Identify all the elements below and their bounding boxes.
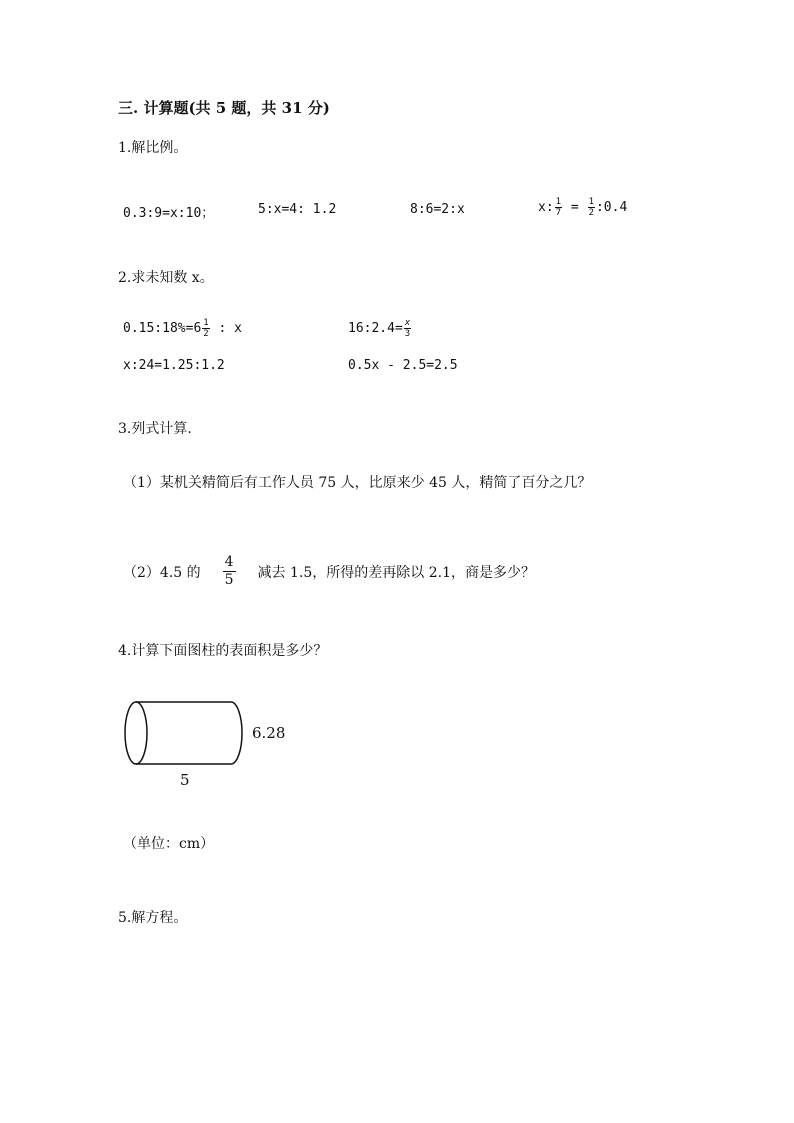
q2-equation-1 bbox=[123, 318, 242, 339]
cylinder-height-label: 6.28 bbox=[252, 724, 286, 742]
q2-eq1-numerator: 1 bbox=[203, 318, 209, 328]
q2-equation-3: x:24=1.25:1.2 bbox=[123, 358, 225, 373]
q1-eq4-fraction-1 bbox=[555, 197, 562, 218]
q5-title: 5.解方程。 bbox=[118, 910, 188, 926]
q2-equation-2 bbox=[348, 318, 412, 339]
section-title: 三. 计算题(共 5 题，共 31 分) bbox=[118, 99, 330, 117]
q1-title: 1.解比例。 bbox=[118, 140, 188, 156]
q1-equation-2: 5:x=4: 1.2 bbox=[258, 202, 337, 217]
q3-p2-numerator: 4 bbox=[224, 554, 234, 570]
q1-eq4-fraction-2 bbox=[588, 197, 595, 218]
q2-eq1-suffix: : x bbox=[210, 321, 243, 336]
q2-equation-4: 0.5x - 2.5=2.5 bbox=[348, 358, 458, 373]
q3-p2-denominator: 5 bbox=[224, 572, 234, 588]
q4-title: 4.计算下面图柱的表面积是多少？ bbox=[118, 643, 328, 659]
q3-title: 3.列式计算. bbox=[118, 421, 192, 437]
q1-eq4-f1-numerator: 1 bbox=[555, 197, 562, 207]
q2-eq1-prefix: 0.15:18%=6 bbox=[123, 321, 202, 336]
cylinder-length-label: 5 bbox=[180, 771, 190, 789]
q3-p2-fraction bbox=[223, 554, 236, 589]
q1-equation-3: 8:6=2:x bbox=[410, 202, 465, 217]
q1-eq4-prefix: x: bbox=[538, 200, 554, 215]
q3-p2-prefix: （2）4.5 的 bbox=[123, 564, 201, 581]
q1-eq4-suffix: :0.4 bbox=[595, 200, 628, 215]
q3-problem-2 bbox=[123, 554, 535, 589]
cylinder-left-face bbox=[125, 702, 147, 764]
q1-eq4-f2-numerator: 1 bbox=[588, 197, 594, 207]
q2-eq2-fraction bbox=[404, 318, 411, 339]
q2-eq2-denominator: 3 bbox=[404, 329, 411, 339]
q1-eq4-equals: = bbox=[563, 200, 587, 215]
q2-eq2-prefix: 16:2.4= bbox=[348, 321, 403, 336]
cylinder-right-arc bbox=[231, 702, 242, 764]
q2-eq1-fraction bbox=[202, 318, 209, 339]
q3-problem-1: （1）某机关精简后有工作人员 75 人，比原来少 45 人，精简了百分之几？ bbox=[123, 475, 592, 491]
q1-eq4-f1-denominator: 7 bbox=[555, 208, 562, 218]
q2-eq2-numerator: x bbox=[404, 318, 411, 328]
cylinder-diagram bbox=[118, 695, 258, 775]
q3-p2-suffix: 减去 1.5，所得的差再除以 2.1，商是多少？ bbox=[257, 564, 535, 581]
q4-unit-note: （单位：cm） bbox=[123, 836, 215, 852]
q1-equation-1: 0.3:9=x:10； bbox=[123, 206, 215, 221]
q2-eq1-denominator: 2 bbox=[203, 329, 209, 339]
q1-eq4-f2-denominator: 2 bbox=[588, 208, 594, 218]
q1-equation-4 bbox=[538, 197, 627, 218]
q2-title: 2.求未知数 x。 bbox=[118, 270, 214, 286]
